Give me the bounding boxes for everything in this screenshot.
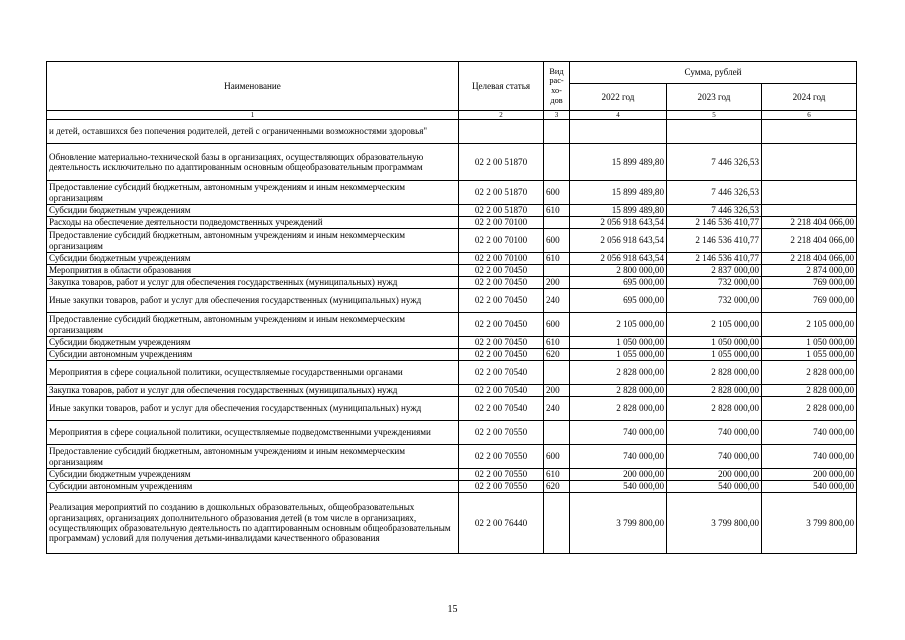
cell-sum-2023: 740 000,00 [667,421,762,445]
cell-sum-2022: 2 056 918 643,54 [570,229,667,253]
table-row [47,253,857,265]
cell-target-article: 02 2 00 70450 [459,277,544,289]
cell-name: Иные закупки товаров, работ и услуг для обеспечения государственных (муниципальных) нужд [47,397,459,421]
cell-sum-2023 [667,120,762,144]
cell-sum-2022: 2 800 000,00 [570,265,667,277]
header-year-2023: 2023 год [667,84,762,111]
cell-sum-2024 [762,181,857,205]
table-row [47,493,857,554]
table-row [47,385,857,397]
cell-expense-kind [544,265,570,277]
cell-target-article: 02 2 00 70540 [459,397,544,421]
cell-sum-2023: 2 828 000,00 [667,361,762,385]
cell-sum-2024: 540 000,00 [762,481,857,493]
cell-sum-2022: 1 050 000,00 [570,337,667,349]
cell-target-article: 02 2 00 70100 [459,229,544,253]
cell-name: Иные закупки товаров, работ и услуг для обеспечения государственных (муниципальных) нужд [47,289,459,313]
cell-expense-kind: 600 [544,181,570,205]
header-name: Наименование [47,62,459,111]
cell-target-article: 02 2 00 70450 [459,349,544,361]
cell-sum-2023: 732 000,00 [667,277,762,289]
cell-sum-2024: 2 874 000,00 [762,265,857,277]
col-num: 2 [459,111,544,120]
col-num: 5 [667,111,762,120]
cell-sum-2023: 740 000,00 [667,445,762,469]
cell-sum-2022: 740 000,00 [570,445,667,469]
cell-sum-2023: 7 446 326,53 [667,144,762,181]
table-row [47,277,857,289]
cell-name: Предоставление субсидий бюджетным, автономным учреждениям и иным некоммерческим организациям [47,229,459,253]
cell-sum-2023: 200 000,00 [667,469,762,481]
cell-sum-2023: 732 000,00 [667,289,762,313]
cell-sum-2022 [570,120,667,144]
table-row [47,229,857,253]
cell-sum-2024 [762,205,857,217]
cell-sum-2023: 7 446 326,53 [667,181,762,205]
cell-sum-2022: 200 000,00 [570,469,667,481]
cell-sum-2024: 2 218 404 066,00 [762,217,857,229]
header-year-2024: 2024 год [762,84,857,111]
cell-sum-2024: 2 218 404 066,00 [762,229,857,253]
cell-sum-2024: 740 000,00 [762,445,857,469]
col-num: 6 [762,111,857,120]
cell-name: Реализация мероприятий по созданию в дошкольных образовательных, общеобразовательных организациях, организациях дополнительного образования детей (в том числе в организациях, осуществляющих образовательную деятельность по адаптированным основным общеобразовательным программам) условий для получения детьми-инвалидами качественного образования [47,493,459,554]
cell-sum-2023: 2 146 536 410,77 [667,217,762,229]
cell-sum-2022: 540 000,00 [570,481,667,493]
header-sum: Сумма, рублей [570,62,857,84]
cell-sum-2024 [762,120,857,144]
cell-name: Мероприятия в сфере социальной политики, осуществляемые подведомственными учреждениями [47,421,459,445]
cell-sum-2022: 15 899 489,80 [570,144,667,181]
cell-expense-kind: 600 [544,313,570,337]
cell-sum-2023: 2 146 536 410,77 [667,229,762,253]
col-num: 1 [47,111,459,120]
cell-sum-2023: 2 105 000,00 [667,313,762,337]
cell-sum-2023: 2 828 000,00 [667,385,762,397]
cell-expense-kind: 610 [544,337,570,349]
cell-expense-kind [544,421,570,445]
table-row [47,120,857,144]
cell-name: Закупка товаров, работ и услуг для обеспечения государственных (муниципальных) нужд [47,277,459,289]
cell-name: Мероприятия в сфере социальной политики, осуществляемые государственными органами [47,361,459,385]
cell-name: Субсидии бюджетным учреждениям [47,469,459,481]
cell-target-article: 02 2 00 70100 [459,217,544,229]
cell-target-article: 02 2 00 70540 [459,361,544,385]
cell-expense-kind [544,144,570,181]
cell-sum-2024: 3 799 800,00 [762,493,857,554]
cell-target-article: 02 2 00 70550 [459,481,544,493]
cell-expense-kind [544,120,570,144]
cell-target-article: 02 2 00 70450 [459,337,544,349]
cell-sum-2024: 1 055 000,00 [762,349,857,361]
cell-sum-2022: 695 000,00 [570,289,667,313]
cell-target-article: 02 2 00 70450 [459,313,544,337]
cell-target-article: 02 2 00 76440 [459,493,544,554]
cell-expense-kind: 610 [544,469,570,481]
table-row [47,265,857,277]
cell-name: Предоставление субсидий бюджетным, автономным учреждениям и иным некоммерческим организациям [47,181,459,205]
cell-expense-kind [544,361,570,385]
cell-target-article: 02 2 00 51870 [459,144,544,181]
table-row [47,181,857,205]
cell-name: Субсидии автономным учреждениям [47,481,459,493]
cell-sum-2022: 2 056 918 643,54 [570,253,667,265]
cell-sum-2022: 2 056 918 643,54 [570,217,667,229]
header-expense-kind: Вид рас-хо-дов [544,62,570,111]
cell-sum-2023: 2 837 000,00 [667,265,762,277]
cell-sum-2024: 2 828 000,00 [762,361,857,385]
cell-expense-kind: 600 [544,229,570,253]
cell-expense-kind: 200 [544,385,570,397]
cell-expense-kind [544,217,570,229]
table-row [47,313,857,337]
cell-sum-2022: 2 828 000,00 [570,397,667,421]
cell-expense-kind: 620 [544,481,570,493]
cell-sum-2024: 2 218 404 066,00 [762,253,857,265]
cell-expense-kind: 620 [544,349,570,361]
cell-target-article: 02 2 00 70550 [459,445,544,469]
cell-target-article: 02 2 00 70450 [459,289,544,313]
cell-name: Субсидии бюджетным учреждениям [47,337,459,349]
cell-sum-2024: 740 000,00 [762,421,857,445]
table-row [47,144,857,181]
cell-expense-kind: 240 [544,289,570,313]
cell-name: Мероприятия в области образования [47,265,459,277]
cell-sum-2023: 1 050 000,00 [667,337,762,349]
cell-sum-2023: 1 055 000,00 [667,349,762,361]
cell-sum-2024: 2 828 000,00 [762,385,857,397]
budget-table [46,61,857,554]
cell-sum-2023: 7 446 326,53 [667,205,762,217]
cell-target-article: 02 2 00 51870 [459,205,544,217]
col-num: 4 [570,111,667,120]
cell-sum-2024: 2 828 000,00 [762,397,857,421]
cell-sum-2024: 200 000,00 [762,469,857,481]
cell-expense-kind: 610 [544,253,570,265]
cell-sum-2024 [762,144,857,181]
cell-name: Закупка товаров, работ и услуг для обеспечения государственных (муниципальных) нужд [47,385,459,397]
cell-name: Субсидии автономным учреждениям [47,349,459,361]
cell-sum-2024: 769 000,00 [762,277,857,289]
cell-expense-kind [544,493,570,554]
cell-target-article: 02 2 00 70550 [459,421,544,445]
cell-name: Предоставление субсидий бюджетным, автономным учреждениям и иным некоммерческим организациям [47,313,459,337]
table-body [47,120,857,554]
table-row [47,217,857,229]
cell-name: Субсидии бюджетным учреждениям [47,205,459,217]
header-year-2022: 2022 год [570,84,667,111]
table-row [47,349,857,361]
table-row [47,469,857,481]
cell-sum-2022: 3 799 800,00 [570,493,667,554]
cell-sum-2022: 2 828 000,00 [570,361,667,385]
cell-name: Расходы на обеспечение деятельности подведомственных учреждений [47,217,459,229]
table-row [47,337,857,349]
cell-target-article: 02 2 00 70100 [459,253,544,265]
cell-sum-2022: 2 828 000,00 [570,385,667,397]
cell-sum-2023: 2 146 536 410,77 [667,253,762,265]
table-row [47,361,857,385]
cell-sum-2022: 1 055 000,00 [570,349,667,361]
cell-sum-2022: 740 000,00 [570,421,667,445]
cell-sum-2024: 2 105 000,00 [762,313,857,337]
cell-sum-2022: 15 899 489,80 [570,181,667,205]
table-row [47,481,857,493]
cell-target-article: 02 2 00 51870 [459,181,544,205]
cell-name: Предоставление субсидий бюджетным, автономным учреждениям и иным некоммерческим организациям [47,445,459,469]
cell-expense-kind: 200 [544,277,570,289]
table-row [47,445,857,469]
cell-target-article [459,120,544,144]
table-row [47,397,857,421]
cell-expense-kind: 240 [544,397,570,421]
table-row [47,289,857,313]
cell-name: и детей, оставшихся без попечения родителей, детей с ограниченными возможностями здоровья" [47,120,459,144]
cell-sum-2024: 1 050 000,00 [762,337,857,349]
cell-target-article: 02 2 00 70540 [459,385,544,397]
cell-expense-kind: 610 [544,205,570,217]
table-row [47,205,857,217]
cell-expense-kind: 600 [544,445,570,469]
cell-sum-2024: 769 000,00 [762,289,857,313]
cell-name: Обновление материально-технической базы в организациях, осуществляющих образовательную деятельность исключительно по адаптированным основным общеобразовательным программам [47,144,459,181]
page-number: 15 [447,604,458,615]
col-num: 3 [544,111,570,120]
table-row [47,421,857,445]
cell-sum-2022: 695 000,00 [570,277,667,289]
header-target-article: Целевая статья [459,62,544,111]
cell-sum-2023: 3 799 800,00 [667,493,762,554]
cell-name: Субсидии бюджетным учреждениям [47,253,459,265]
cell-target-article: 02 2 00 70550 [459,469,544,481]
cell-sum-2023: 540 000,00 [667,481,762,493]
cell-sum-2022: 2 105 000,00 [570,313,667,337]
cell-target-article: 02 2 00 70450 [459,265,544,277]
cell-sum-2023: 2 828 000,00 [667,397,762,421]
cell-sum-2022: 15 899 489,80 [570,205,667,217]
